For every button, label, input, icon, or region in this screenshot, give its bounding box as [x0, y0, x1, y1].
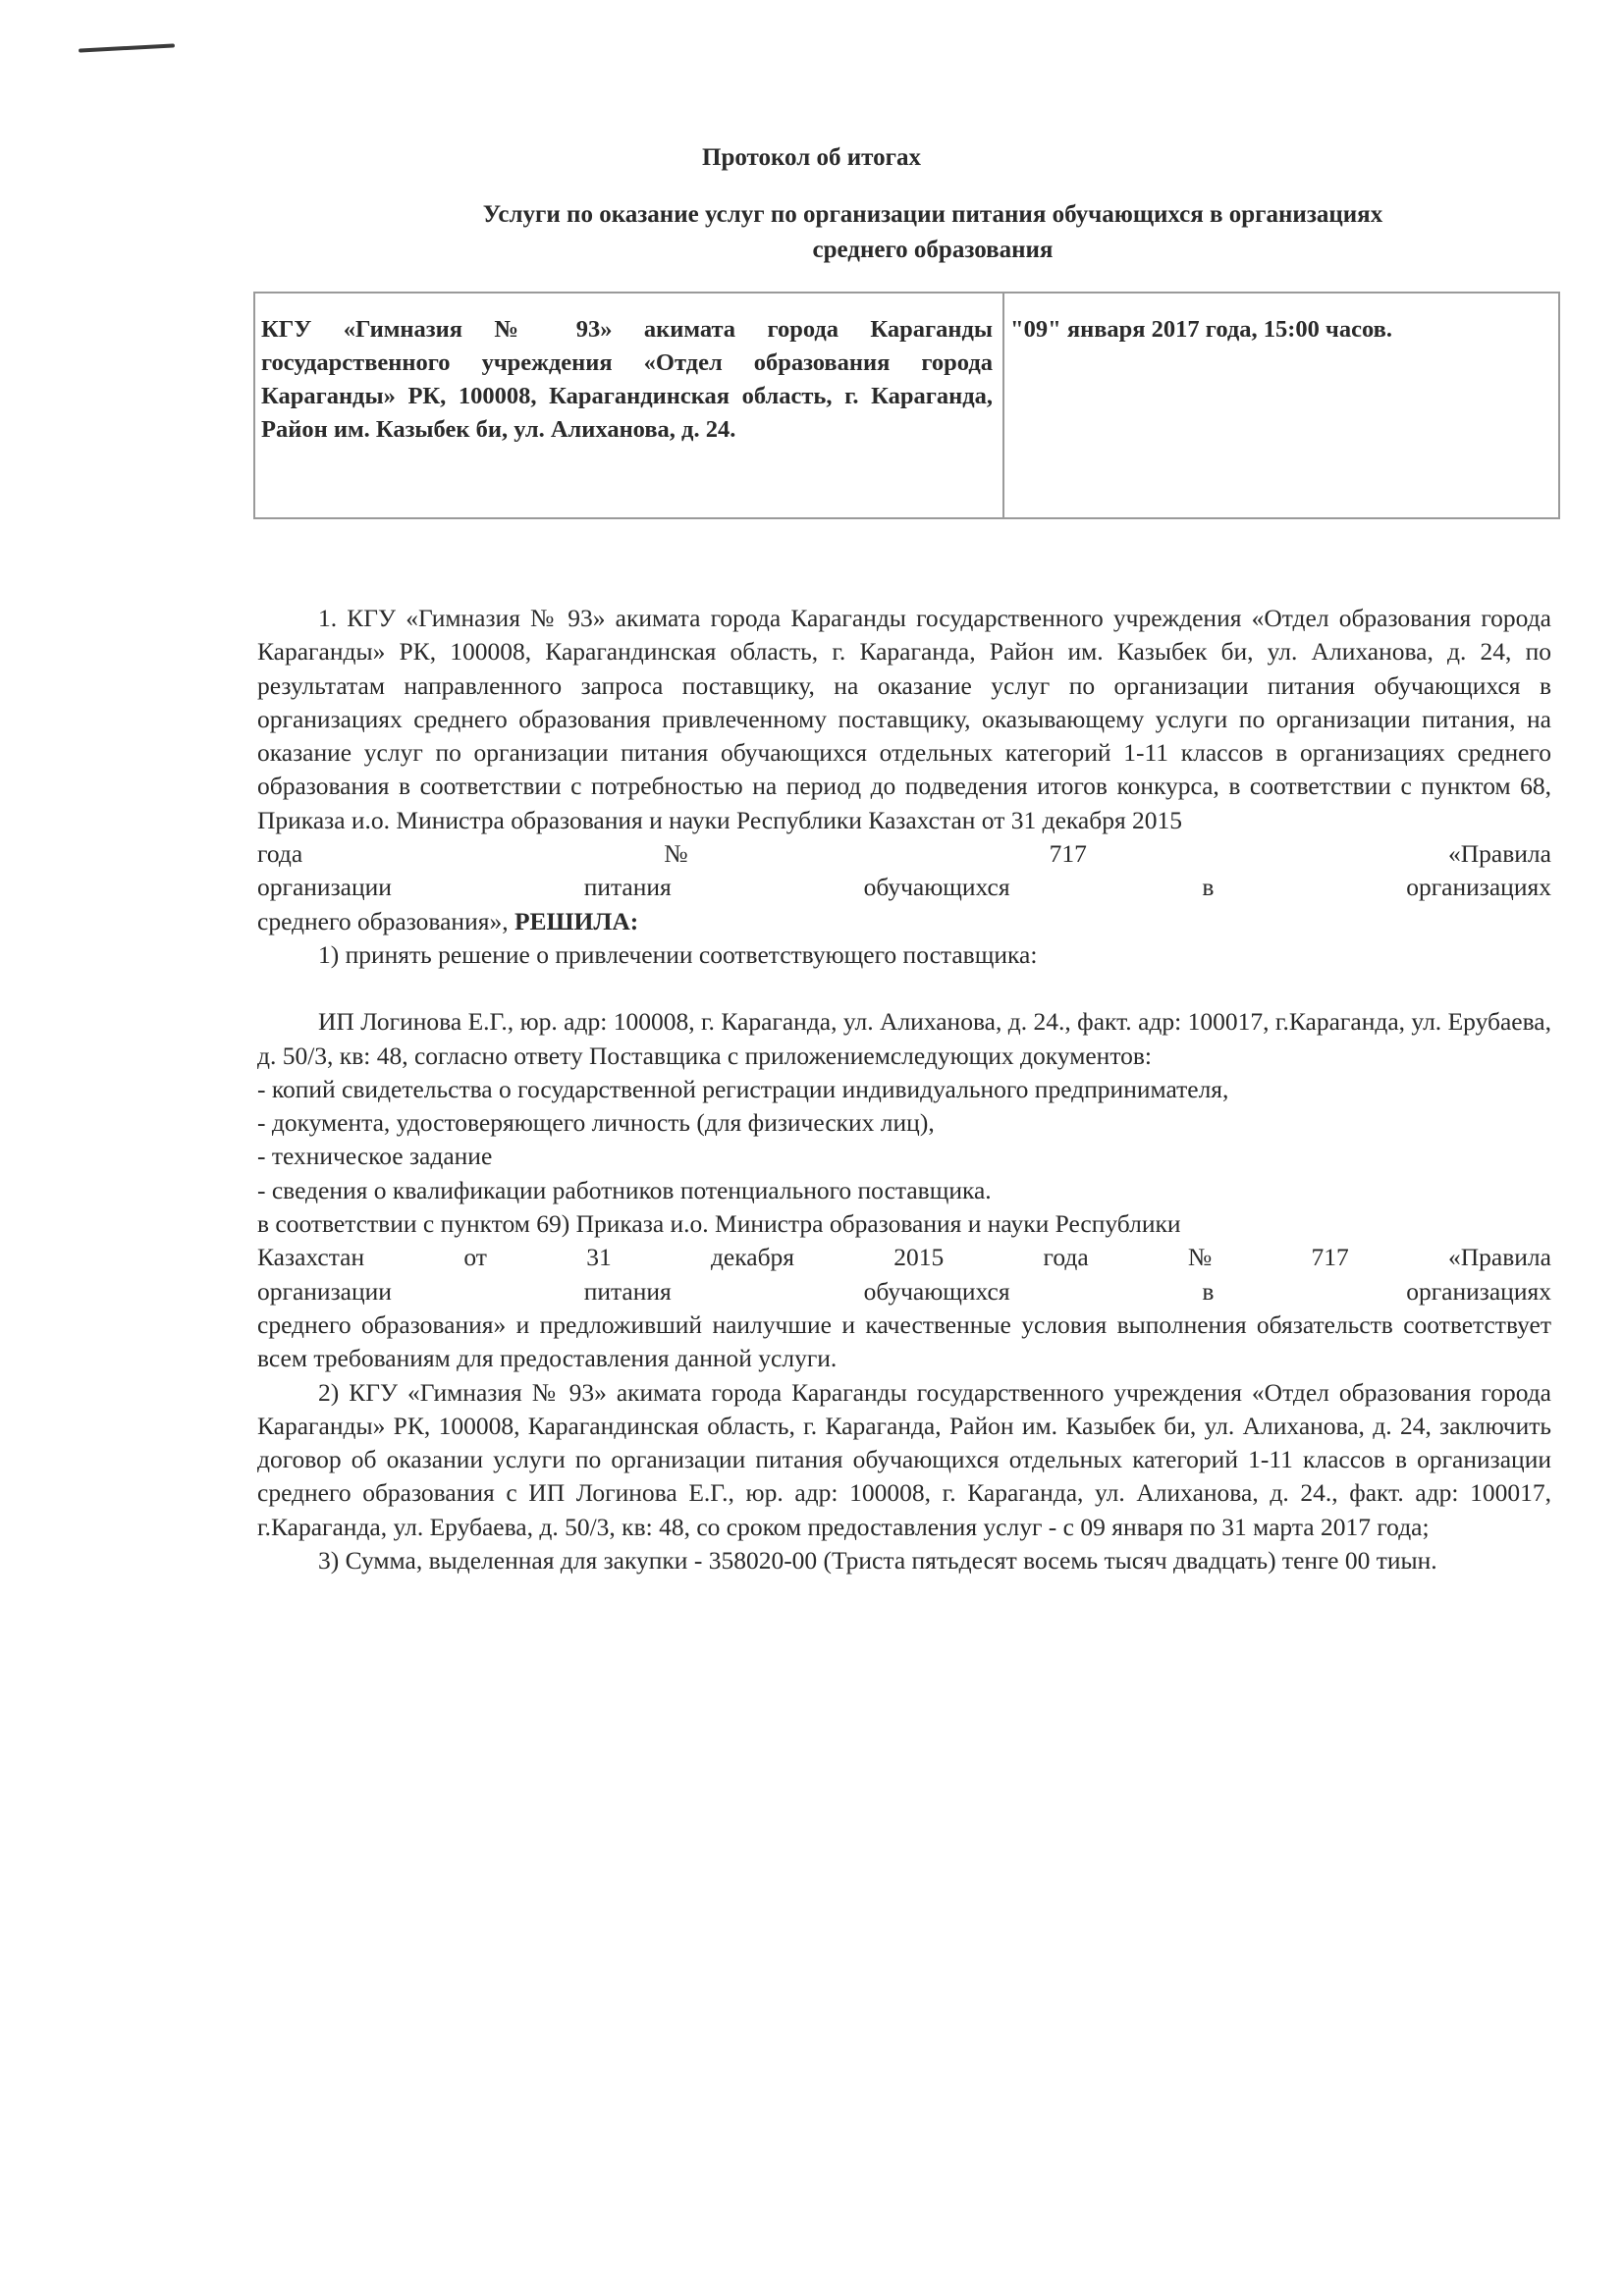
- document-subtitle: [314, 197, 1551, 268]
- paragraph-1: 1. КГУ «Гимназия № 93» акимата города Караганды государственного учреждения «Отдел образования города Караганды» РК, 100008, Карагандинская область, г. Караганда, Район им. Казыбек би, ул. Алиханова, д. 24, по результатам направленного запроса поставщику, на оказание услуг по организации питания обучающихся в организациях среднего образования привлеченному поставщику, оказывающему услуги по организации питания, на оказание услуг по организации питания обучающихся отдельных категорий 1-11 классов в организациях среднего образования в соответствии с потребностью на период до подведения итогов конкурса, в соответствии с пунктом 68, Приказа и.о. Министра образования и науки Республики Казахстан от 31 декабря 2015: [257, 604, 1551, 834]
- point-69-spread-line-2: организации питания обучающихся в организациях: [257, 1276, 1551, 1306]
- document-item-2: - документа, удостоверяющего личность (для физических лиц),: [257, 1108, 935, 1138]
- point-69-spread-line-1: Казахстан от 31 декабря 2015 года № 717 «Правила: [257, 1243, 1551, 1272]
- document-title: Протокол об итогах: [702, 144, 921, 171]
- document-item-4: - сведения о квалификации работников потенциального поставщика.: [257, 1175, 992, 1204]
- item-3: 3) Сумма, выделенная для закупки - 358020-00 (Триста пятьдесят восемь тысяч двадцать) тенге 00 тиын.: [318, 1546, 1437, 1575]
- organization-cell: КГУ «Гимназия № 93» акимата города Караганды государственного учреждения «Отдел образования города Караганды» РК, 100008, Карагандинская область, г. Караганда, Район им. Казыбек би, ул. Алиханова, д. 24.: [255, 294, 1004, 517]
- item-2: 2) КГУ «Гимназия № 93» акимата города Караганды государственного учреждения «Отдел образования города Караганды» РК, 100008, Карагандинская область, г. Караганда, Район им. Казыбек би, ул. Алиханова, д. 24, заключить договор об оказании услуги по организации питания обучающихся отдельных категорий 1-11 классов в организации среднего образования с ИП Логинова Е.Г., юр. адр: 100008, г. Караганда, ул. Алиханова, д. 24., факт. адр: 100017, г.Караганда, ул. Ерубаева, д. 50/3, кв: 48, со сроком предоставления услуг - с 09 января по 31 марта 2017 года;: [257, 1377, 1551, 1541]
- subtitle-line-1: Услуги по оказание услуг по организации питания обучающихся в организациях: [482, 201, 1383, 228]
- info-table: [253, 292, 1560, 519]
- paragraph-1-spread-line-2: организации питания обучающихся в организациях: [257, 873, 1551, 902]
- datetime-cell: "09" января 2017 года, 15:00 часов.: [1010, 316, 1392, 343]
- supplier-paragraph: ИП Логинова Е.Г., юр. адр: 100008, г. Караганда, ул. Алиханова, д. 24., факт. адр: 100017, г.Караганда, ул. Ерубаева, д. 50/3, кв: 48, согласно ответу Поставщика с приложениемследующих документов:: [257, 1007, 1551, 1070]
- document-item-1: - копий свидетельства о государственной регистрации индивидуального предпринимателя,: [257, 1074, 1229, 1103]
- paragraph-1-end: среднего образования», РЕШИЛА:: [257, 906, 639, 935]
- subtitle-line-2: среднего образования: [812, 237, 1054, 263]
- paragraph-1-spread-line-1: года № 717 «Правила: [257, 839, 1551, 869]
- point-69-end: среднего образования» и предложивший наилучшие и качественные условия выполнения обязательств соответствует всем требованиям для предоставления данной услуги.: [257, 1309, 1551, 1373]
- point-69-line-1: в соответствии с пунктом 69) Приказа и.о. Министра образования и науки Республики: [257, 1209, 1181, 1239]
- protocol-body: [257, 602, 1551, 1577]
- document-item-3: - техническое задание: [257, 1142, 493, 1171]
- item-1: 1) принять решение о привлечении соответствующего поставщика:: [318, 939, 1038, 969]
- decision-word: РЕШИЛА:: [514, 906, 639, 935]
- scan-pen-mark: [79, 43, 175, 52]
